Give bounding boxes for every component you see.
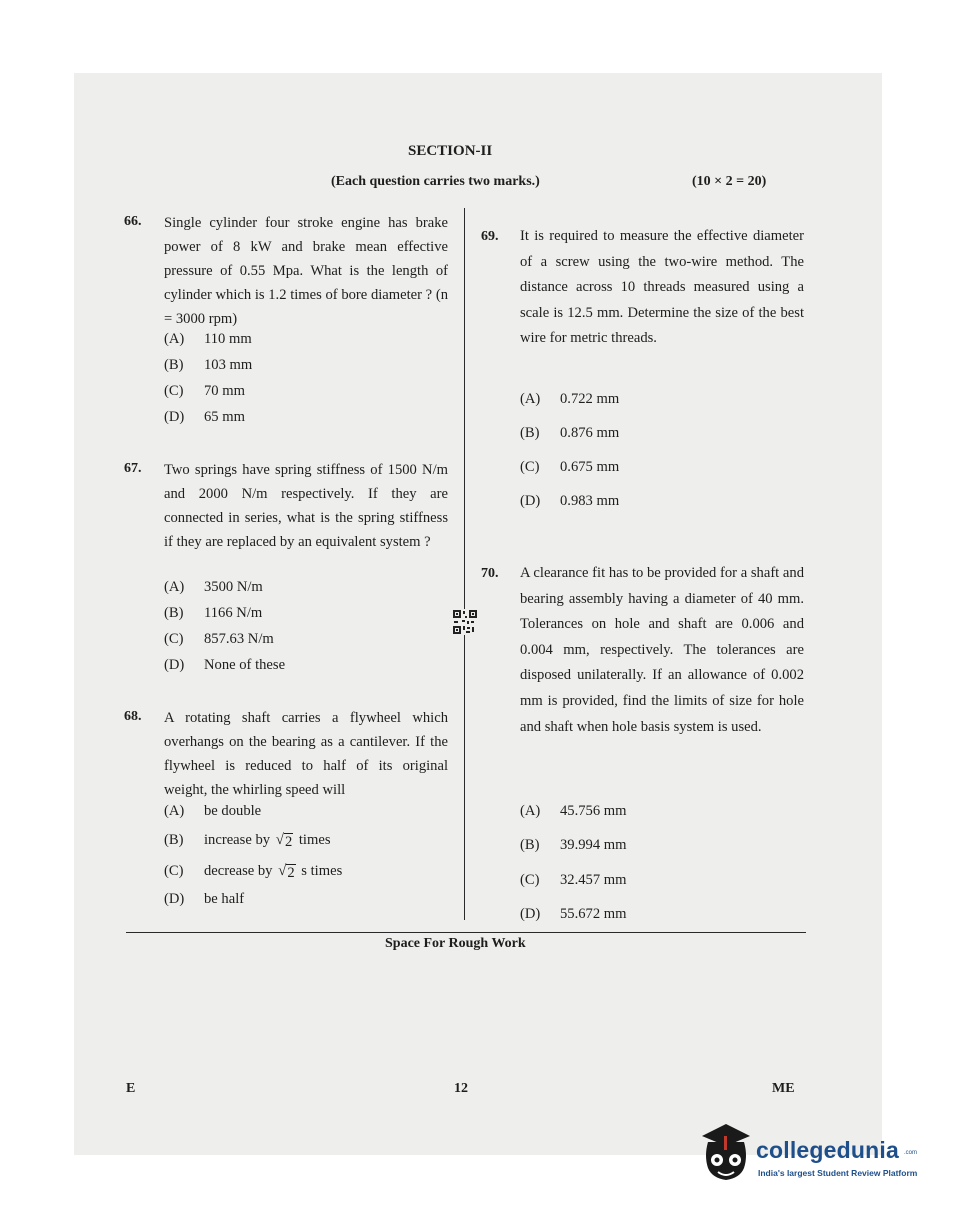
option — [520, 872, 626, 889]
option-text-suffix: times — [295, 832, 331, 848]
square-root: √ 2 — [278, 863, 295, 881]
option-label: (D) — [520, 906, 541, 922]
option — [164, 863, 342, 881]
section-instruction: (Each question carries two marks.) — [331, 174, 540, 189]
question-text: A clearance fit has to be provided for a shaft and bearing assembly having a diameter of 40 mm. Tolerances on hole and shaft are 0.006 and 0.004 mm, respectively. The tolerances are disposed unilaterally. If an allowance of 0.002 mm is provided, find the limits of size for hole and shaft when hole basis system is used. — [520, 565, 804, 735]
option-label: (C) — [520, 459, 540, 475]
option — [520, 425, 619, 442]
question-number: 69. — [481, 229, 499, 244]
column-divider — [464, 208, 465, 920]
qr-code-icon — [452, 609, 478, 635]
option-text-suffix: s times — [297, 863, 343, 879]
option-label: (C) — [164, 631, 184, 647]
mascot-logo-icon — [698, 1122, 754, 1188]
question-number: 67. — [124, 461, 142, 476]
brand-domain: .com — [904, 1150, 918, 1156]
option — [164, 605, 262, 622]
option — [520, 493, 619, 510]
option-label: (B) — [520, 425, 540, 441]
question-number: 70. — [481, 566, 499, 581]
option — [520, 391, 619, 408]
footer-page-number: 12 — [454, 1081, 468, 1096]
option — [164, 657, 285, 674]
question-text: A rotating shaft carries a flywheel which overhangs on the bearing as a cantilever. If the flywheel is reduced to half of its original weight, the whirling speed will — [164, 710, 448, 798]
question-text: It is required to measure the effective diameter of a screw using the two-wire method. The distance across 10 threads measured using a scale is 12.5 mm. Determine the size of the best wire for metric threads. — [520, 228, 804, 347]
option-label: (B) — [164, 357, 184, 373]
option-text: 32.457 mm — [560, 872, 627, 888]
option-label: (B) — [520, 837, 540, 853]
option-text: increase by — [204, 832, 274, 848]
option-text: 1166 N/m — [204, 605, 263, 621]
option-text: 0.722 mm — [560, 391, 620, 407]
option-label: (A) — [164, 579, 185, 595]
question-number: 66. — [124, 214, 142, 229]
question-text: Two springs have spring stiffness of 1500 N/m and 2000 N/m respectively. If they are connected in series, what is the spring stiffness if they are replaced by an equivalent system ? — [164, 462, 448, 550]
option-text: 0.876 mm — [560, 425, 620, 441]
option-text: 39.994 mm — [560, 837, 627, 853]
option — [164, 891, 244, 908]
rough-work-divider — [126, 932, 806, 933]
option-text: be half — [204, 891, 245, 907]
option-label: (C) — [520, 872, 540, 888]
option — [164, 383, 245, 400]
section-title: SECTION-II — [408, 143, 493, 159]
option — [164, 409, 245, 426]
footer-subject-code: ME — [772, 1081, 795, 1096]
option — [164, 631, 274, 648]
option-text: 103 mm — [204, 357, 253, 373]
option-text: 110 mm — [204, 331, 252, 347]
option — [520, 803, 626, 820]
question-number: 68. — [124, 709, 142, 724]
radicand: 2 — [284, 834, 293, 850]
option-label: (D) — [520, 493, 541, 509]
square-root: √ 2 — [275, 832, 293, 850]
rough-work-label: Space For Rough Work — [385, 936, 526, 951]
option-text: 65 mm — [204, 409, 245, 425]
option-text: 857.63 N/m — [204, 631, 274, 647]
brand-tagline: India's largest Student Review Platform — [758, 1168, 918, 1178]
option — [520, 906, 626, 923]
option — [164, 803, 261, 820]
option — [164, 832, 331, 850]
option-text: None of these — [204, 657, 286, 673]
option-label: (A) — [520, 803, 541, 819]
option — [164, 331, 252, 348]
option-text: decrease by — [204, 863, 277, 879]
option-label: (D) — [164, 409, 185, 425]
radicand: 2 — [287, 865, 295, 881]
option-text: 55.672 mm — [560, 906, 627, 922]
brand-name: collegedunia — [756, 1137, 899, 1163]
option-label: (C) — [164, 863, 184, 879]
option-label: (B) — [164, 605, 184, 621]
option — [520, 459, 619, 476]
option-label: (D) — [164, 657, 185, 673]
option-text: 0.983 mm — [560, 493, 620, 509]
option-text: 70 mm — [204, 383, 245, 399]
option — [520, 837, 626, 854]
option-text: 3500 N/m — [204, 579, 263, 595]
option-text: be double — [204, 803, 262, 819]
option-label: (D) — [164, 891, 185, 907]
question-text: Single cylinder four stroke engine has brake power of 8 kW and brake mean effective pressure of 0.55 Mpa. What is the length of cylinder which is 1.2 times of bore diameter ? (n = 3000 rpm) — [164, 215, 448, 327]
option-text: 0.675 mm — [560, 459, 620, 475]
option-label: (B) — [164, 832, 184, 848]
option — [164, 357, 252, 374]
section-marks: (10 × 2 = 20) — [692, 174, 767, 189]
option-label: (A) — [164, 803, 185, 819]
option-text: 45.756 mm — [560, 803, 627, 819]
footer-series-code: E — [126, 1081, 136, 1096]
option-label: (A) — [520, 391, 541, 407]
option — [164, 579, 263, 596]
option-label: (C) — [164, 383, 184, 399]
option-label: (A) — [164, 331, 185, 347]
